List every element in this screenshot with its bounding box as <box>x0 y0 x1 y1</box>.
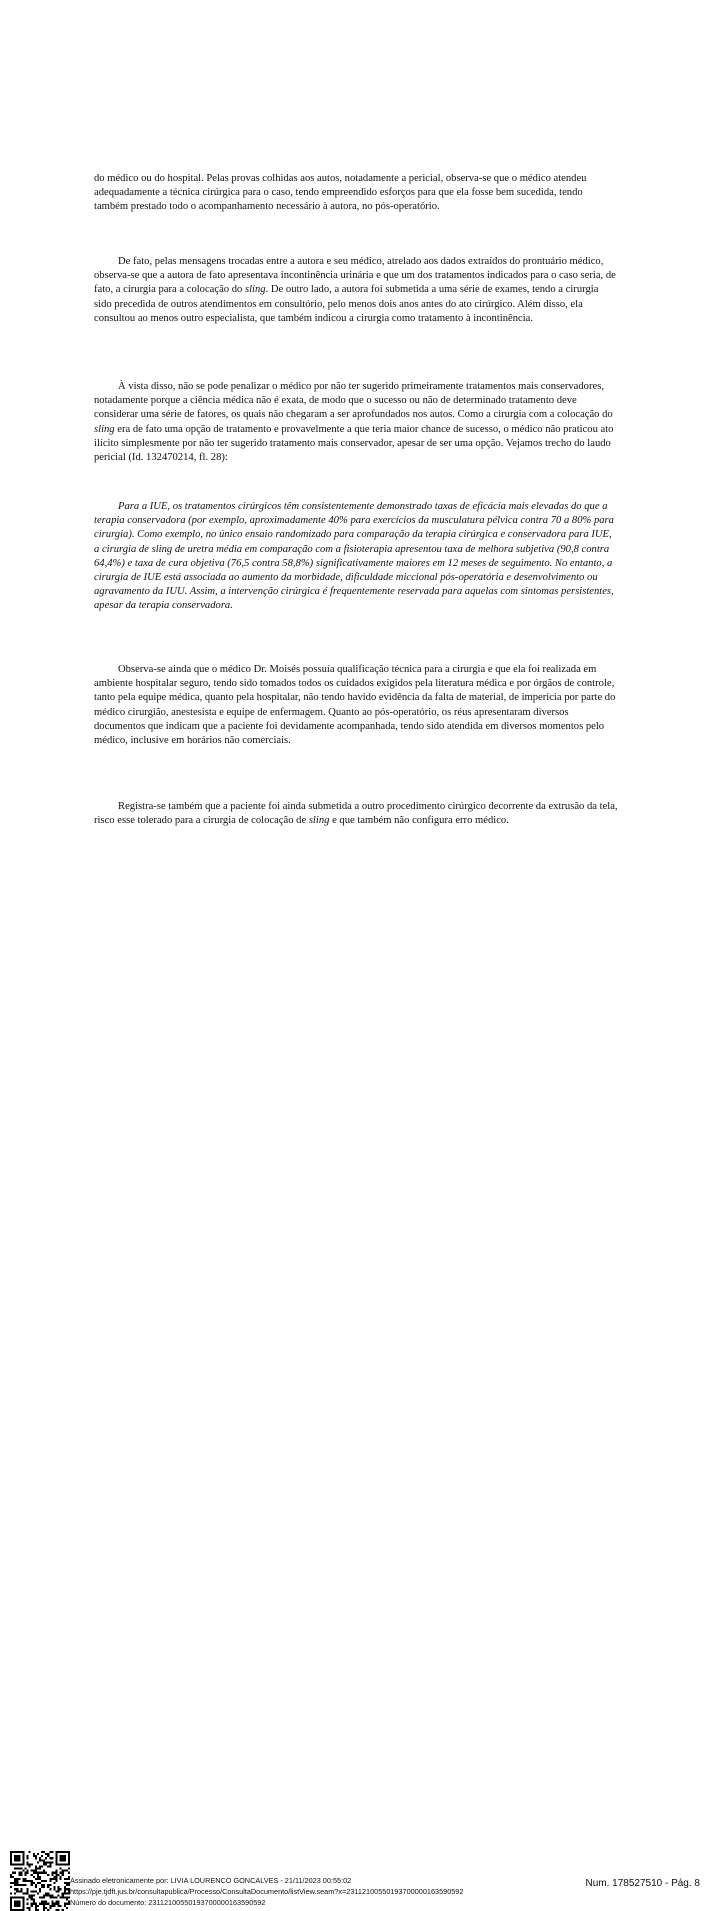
paragraph-text: do médico ou do hospital. Pelas provas colhidas aos autos, notadamente a pericial, observa-se que o médico atendeu adequadamente a técnica cirúrgica para o caso, tendo empreendido esforços para que ela fosse bem sucedida, tendo também prestado todo o acompanhamento necessário à autora, no pós-operatório. <box>94 173 587 213</box>
paragraph-text: À vista disso, não se pode penalizar o médico por não ter sugerido primeiramente tratamentos mais conservadores, notadamente porque a ciência médica não é exata, de modo que o sucesso ou não de determinado tratamento deve considerar uma série de fatores, os quais não chegaram a ser aprofundados nos autos. Como a cirurgia com a colocação do <box>94 381 613 421</box>
paragraph-text: era de fato uma opção de tratamento e provavelmente a que teria maior chance de sucesso, o médico não praticou ato ilícito simplesmente por não ter sugerido tratamento mais conservador, apesar de ser uma opção. Vejamos trecho do laudo pericial (Id. 132470214, fl. 28): <box>94 423 614 464</box>
paragraph-text: Registra-se também que a paciente foi ainda submetida a outro procedimento cirúrgico decorrente da extrusão da tela, risco esse tolerado para a cirurgia de colocação de <box>94 801 618 827</box>
footer <box>0 924 706 1907</box>
paragraph-2 <box>94 255 618 326</box>
document-number: Número do documento: 23112100550193700000163590592 <box>70 1898 266 1907</box>
italic-term: sling <box>308 815 330 827</box>
paragraph-4 <box>94 663 618 748</box>
paragraph-text: e que também não configura erro médico. <box>329 815 509 827</box>
document-url[interactable]: https://pje.tjdft.jus.br/consultapublica/Processo/ConsultaDocumento/listView.seam?x=23112100550193700000163590592 <box>70 1887 464 1896</box>
paragraph-3 <box>94 380 618 465</box>
paragraph-1 <box>94 172 618 215</box>
italic-term: sling <box>244 284 266 296</box>
italic-term: sling <box>94 423 115 435</box>
signature-line: Assinado eletronicamente por: LIVIA LOURENCO GONCALVES - 21/11/2023 00:55:02 <box>70 1876 352 1885</box>
paragraph-text: Para a IUE, os tratamentos cirúrgicos têm consistentemente demonstrado taxas de eficácia mais elevadas do que a terapia conservadora (por exemplo, aproximadamente 40% para exercícios da musculatura pélvica contra 70 a 80% para cirurgia). Como exemplo, no único ensaio randomizado para comparação da terapia cirúrgica e conservadora para IUE, a cirurgia de sling de uretra média em comparação com a fisioterapia apresentou taxa de melhora subjetiva (90,8 contra 64,4%) e taxa de cura objetiva (76,5 contra 58,8%) significativamente maiores em 12 meses de seguimento. No entanto, a cirurgia de IUE está associada ao aumento da morbidade, dificuldade miccional pós-operatória e desenvolvimento ou agravamento da IUU. Assim, a intervenção cirúrgica é frequentemente reservada para aquelas com sintomas persistentes, apesar da terapia conservadora. <box>94 501 614 612</box>
paragraph-text: . De outro lado, a autora foi submetida a uma série de exames, tendo a cirurgia sido precedida de outros atendimentos em consultório, pelo menos dois anos antes do ato cirúrgico. Além disso, ela consultou ao menos outro especialista, que também indicou a cirurgia como tratamento à incontinência. <box>94 284 599 324</box>
paragraph-text: De fato, pelas mensagens trocadas entre a autora e seu médico, atrelado aos dados extraídos do prontuário médico, observa-se que a autora de fato apresentava incontinência urinária e que um dos tratamentos indicados para o caso seria, de fato, a cirurgia para a colocação do <box>94 256 616 296</box>
page-number: Num. 178527510 - Pág. 8 <box>585 1878 700 1889</box>
paragraph-5 <box>94 800 618 828</box>
quote-paragraph <box>94 500 618 614</box>
paragraph-text: Observa-se ainda que o médico Dr. Moisés possuía qualificação técnica para a cirurgia e que ela foi realizada em ambiente hospitalar seguro, tendo sido tomados todos os cuidados exigidos pela literatura médica e por órgãos de controle, tanto pela equipe médica, quanto pela hospitalar, não tendo havido evidência da falta de material, de imperícia por parte do médico cirurgião, anestesista e equipe de enfermagem. Quanto ao pós-operatório, os réus apresentaram diversos documentos que indicam que a paciente foi devidamente acompanhada, tendo sido atendida em diversos momentos pelo médico, inclusive em horários não comerciais. <box>94 664 616 747</box>
qr-code-icon <box>10 1851 70 1911</box>
